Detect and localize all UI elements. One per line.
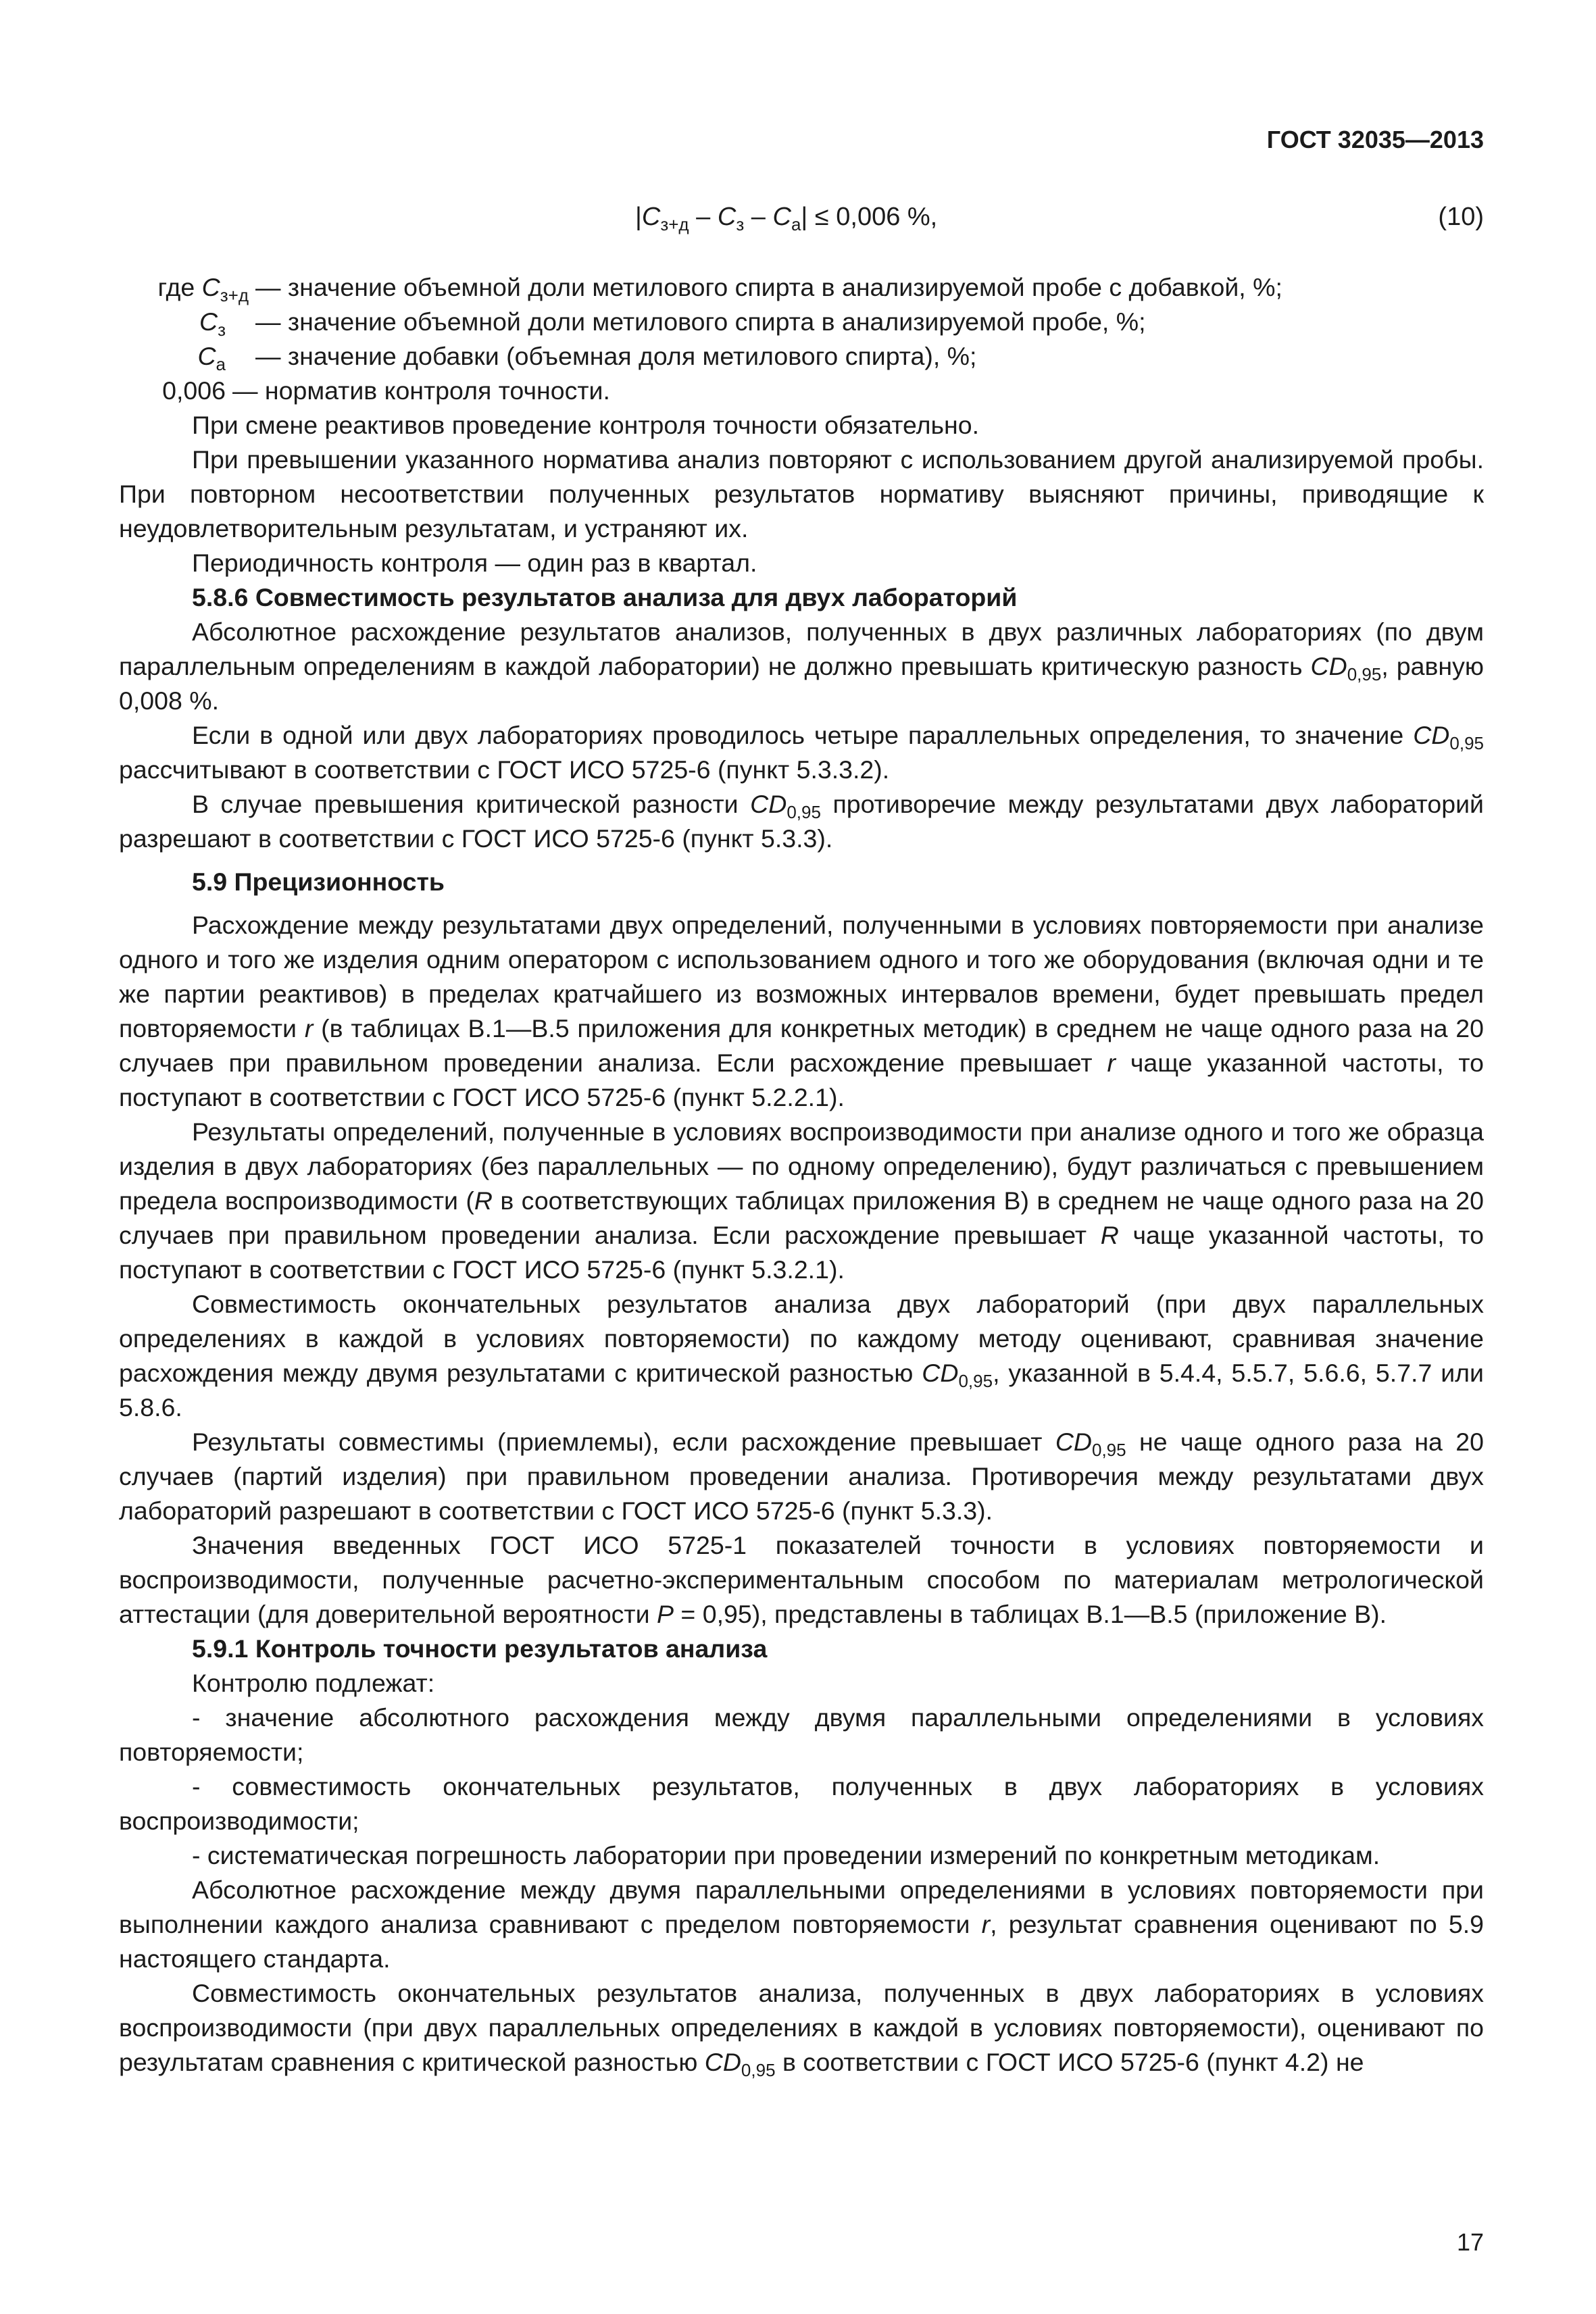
document-body — [119, 270, 1484, 2080]
paragraph: В случае превышения критической разности $CD_{0,95}$ противоречие между результатами двух лабораторий разрешают в соответствии с ГОСТ ИСО 5725-6 (пункт 5.3.3). — [119, 790, 1484, 853]
paragraph: Результаты совместимы (приемлемы), если расхождение превышает $CD_{0,95}$ не чаще одного раза на 20 случаев (партий изделия) при правильном проведении анализа. Противоречия между результатами двух лабораторий разрешают в соответствии с ГОСТ ИСО 5725-6 (пункт 5.3.3). — [119, 1428, 1484, 1525]
paragraph: Результаты определений, полученные в условиях воспроизводимости при анализе одного и того же образца изделия в двух лабораториях (без параллельных — по одному определению), будут различаться с превышением предела воспроизводимости (R в соответствующих таблицах приложения В) в среднем не чаще одного раза на 20 случаев при правильном проведении анализа. Если расхождение превышает R чаще указанной частоты, то поступают в соответствии с ГОСТ ИСО 5725-6 (пункт 5.3.2.1). — [119, 1117, 1484, 1284]
paragraph: Совместимость окончательных результатов анализа, полученных в двух лабораториях в условиях воспроизводимости (при двух параллельных определениях в каждой в условиях повторяемости), оценивают по результатам сравнения с критической разностью $CD_{0,95}$ в соответствии с ГОСТ ИСО 5725-6 (пункт 4.2) не — [119, 1979, 1484, 2080]
document-header: ГОСТ 32035—2013 — [1266, 126, 1484, 153]
section-heading: 5.8.6 Совместимость результатов анализа для двух лабораторий — [192, 583, 1018, 611]
paragraph: Значения введенных ГОСТ ИСО 5725-1 показателей точности в условиях повторяемости и воспроизводимости, полученные расчетно-экспериментальным способом по материалам метрологической аттестации (для доверительной вероятности P = 0,95), представлены в таблицах В.1—В.5 (приложение В). — [119, 1531, 1484, 1628]
section-heading: 5.9.1 Контроль точности результатов анализа — [192, 1634, 768, 1663]
paragraph: Периодичность контроля — один раз в квартал. — [192, 549, 757, 577]
paragraph: Расхождение между результатами двух определений, полученными в условиях повторяемости при анализе одного и того же изделия одним оператором с использованием одного и того же оборудования (включая одни и те же партии реактивов) в пределах кратчайшего из возможных интервалов времени, будет превышать предел повторяемости r (в таблицах В.1—В.5 приложения для конкретных методик) в среднем не чаще одного раза на 20 случаев при правильном проведении анализа. Если расхождение превышает r чаще указанной частоты, то поступают в соответствии с ГОСТ ИСО 5725-6 (пункт 5.2.2.1). — [119, 911, 1484, 1111]
equation-number: (10) — [1438, 203, 1484, 231]
paragraph: При превышении указанного норматива анализ повторяют с использованием другой анализируемой пробы. При повторном несоответствии полученных результатов нормативу выясняют причины, приводящие к неудовлетворительным результатам, и устраняют их. — [119, 445, 1484, 543]
paragraph: Контролю подлежат: — [192, 1669, 435, 1697]
list-item: - систематическая погрешность лаборатории при проведении измерений по конкретным методикам. — [192, 1841, 1380, 1869]
formula: $|C_{з+д} - C_з - C_а| \le 0,006$ %, — [635, 203, 938, 234]
section-heading: 5.9 Прецизионность — [192, 867, 445, 896]
definition-item: 0,006 — норматив контроля точности. — [162, 376, 610, 405]
page-number: 17 — [1456, 2228, 1484, 2256]
definition-item: $C_а$ — значение добавки (объемная доля метилового спирта), %; — [197, 342, 977, 374]
paragraph: При смене реактивов проведение контроля точности обязательно. — [192, 411, 980, 439]
paragraph: Совместимость окончательных результатов анализа двух лабораторий (при двух параллельных определениях в каждой в условиях повторяемости) по каждому методу оценивают, сравнивая значение расхождения между двумя результатами с критической разностью $CD_{0,95}$, указанной в 5.4.4, 5.5.7, 5.6.6, 5.7.7 или 5.8.6. — [119, 1290, 1484, 1422]
list-item: - значение абсолютного расхождения между двумя параллельными определениями в условиях повторяемости; — [119, 1703, 1484, 1766]
definition-item: $C_з$ — значение объемной доли метилового спирта в анализируемой пробе, %; — [199, 307, 1146, 340]
paragraph: Абсолютное расхождение между двумя параллельными определениями в условиях повторяемости при выполнении каждого анализа сравнивают с пределом повторяемости r, результат сравнения оценивают по 5.9 настоящего стандарта. — [119, 1876, 1484, 1973]
paragraph: Абсолютное расхождение результатов анализов, полученных в двух различных лабораториях (по двум параллельным определениям в каждой лаборатории) не должно превышать критическую разность $CD_{0,95}$, равную 0,008 %. — [119, 618, 1484, 715]
paragraph: Если в одной или двух лабораториях проводилось четыре параллельных определения, то значение $CD_{0,95}$ рассчитывают в соответствии с ГОСТ ИСО 5725-6 (пункт 5.3.3.2). — [119, 721, 1484, 784]
definition-item: где $C_{з+д}$ — значение объемной доли метилового спирта в анализируемой пробе с добавкой, %; — [157, 273, 1282, 305]
list-item: - совместимость окончательных результатов, полученных в двух лабораториях в условиях воспроизводимости; — [119, 1772, 1484, 1835]
definitions — [119, 270, 1484, 408]
